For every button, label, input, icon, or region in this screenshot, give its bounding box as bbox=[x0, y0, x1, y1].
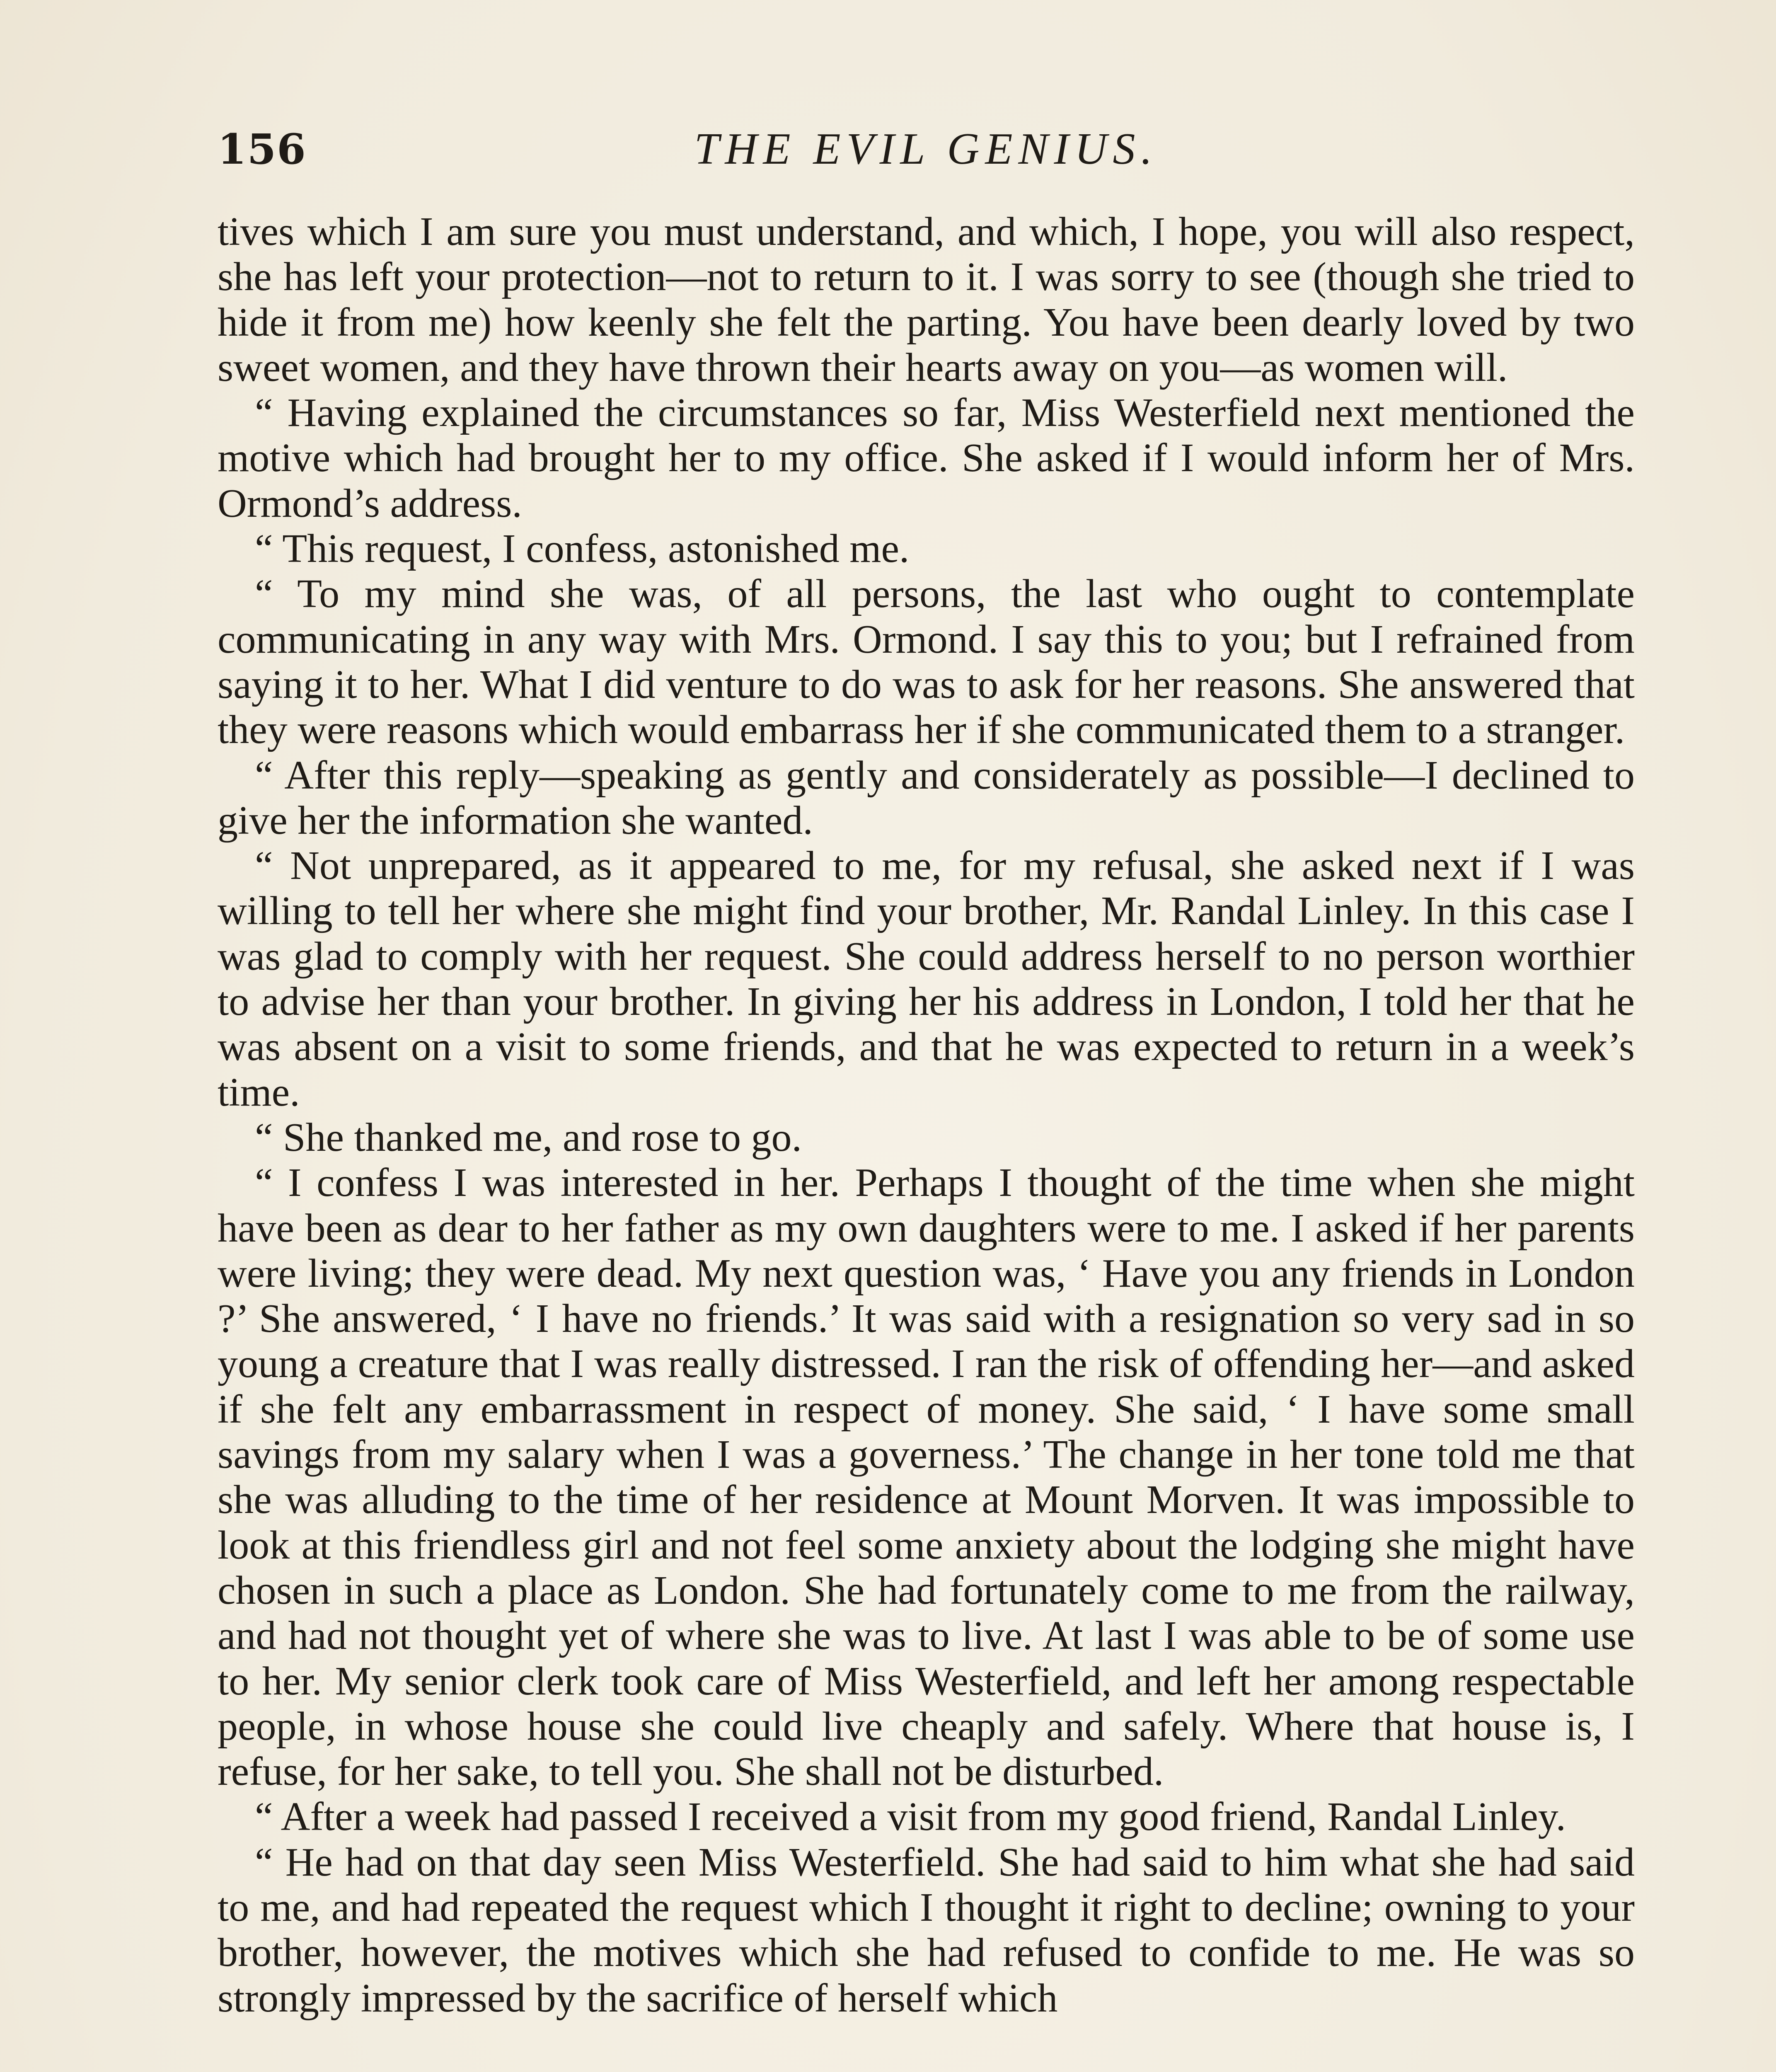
paragraph: “ He had on that day seen Miss Westerfield. She had said to him what she had said to me, and had repeated the request which I thought it right to decline; owning to your brother, however, the motives which she had refused to confide to me. He was so strongly impressed by the sacrifice of herself which bbox=[218, 1840, 1635, 2021]
paragraph: “ To my mind she was, of all persons, the last who ought to contemplate communicating in any way with Mrs. Ormond. I say this to you; but I refrained from saying it to her. What I did venture to do was to ask for her reasons. She answered that they were reasons which would embarrass her if she communicated them to a stranger. bbox=[218, 571, 1635, 753]
page-number: 156 bbox=[218, 125, 307, 174]
body-text bbox=[218, 209, 1635, 2021]
paragraph: “ Having explained the circumstances so far, Miss Westerfield next mentioned the motive which had brought her to my office. She asked if I would inform her of Mrs. Ormond’s address. bbox=[218, 390, 1635, 526]
paragraph-continuation: tives which I am sure you must understand, and which, I hope, you will also respect, she has left your protection—not to return to it. I was sorry to see (though she tried to hide it from me) how keenly she felt the parting. You have been dearly loved by two sweet women, and they have thrown their hearts away on you—as women will. bbox=[218, 209, 1635, 390]
paragraph: “ I confess I was interested in her. Perhaps I thought of the time when she might have been as dear to her father as my own daughters were to me. I asked if her parents were living; they were dead. My next question was, ‘ Have you any friends in London ?’ She answered, ‘ I have no friends.’ It was said with a resignation so very sad in so young a creature that I was really distressed. I ran the risk of offending her—and asked if she felt any embarrassment in respect of money. She said, ‘ I have some small savings from my salary when I was a governess.’ The change in her tone told me that she was alluding to the time of her residence at Mount Morven. It was impossible to look at this friendless girl and not feel some anxiety about the lodging she might have chosen in such a place as London. She had fortunately come to me from the railway, and had not thought yet of where she was to live. At last I was able to be of some use to her. My senior clerk took care of Miss Westerfield, and left her among respectable people, in whose house she could live cheaply and safely. Where that house is, I refuse, for her sake, to tell you. She shall not be disturbed. bbox=[218, 1160, 1635, 1794]
paragraph: “ After a week had passed I received a visit from my good friend, Randal Linley. bbox=[255, 1794, 1566, 1840]
running-title: THE EVIL GENIUS. bbox=[694, 124, 1158, 174]
paragraph: “ After this reply—speaking as gently and considerately as possible—I declined to give her the information she wanted. bbox=[218, 753, 1635, 843]
paragraph: “ Not unprepared, as it appeared to me, for my refusal, she asked next if I was willing to tell her where she might find your brother, Mr. Randal Linley. In this case I was glad to comply with her request. She could address herself to no person worthier to advise her than your brother. In giving her his address in London, I told her that he was absent on a visit to some friends, and that he was expected to return in a week’s time. bbox=[218, 843, 1635, 1115]
paragraph: “ This request, I confess, astonished me. bbox=[255, 526, 910, 571]
paragraph: “ She thanked me, and rose to go. bbox=[255, 1115, 802, 1160]
page-header bbox=[218, 120, 1635, 178]
